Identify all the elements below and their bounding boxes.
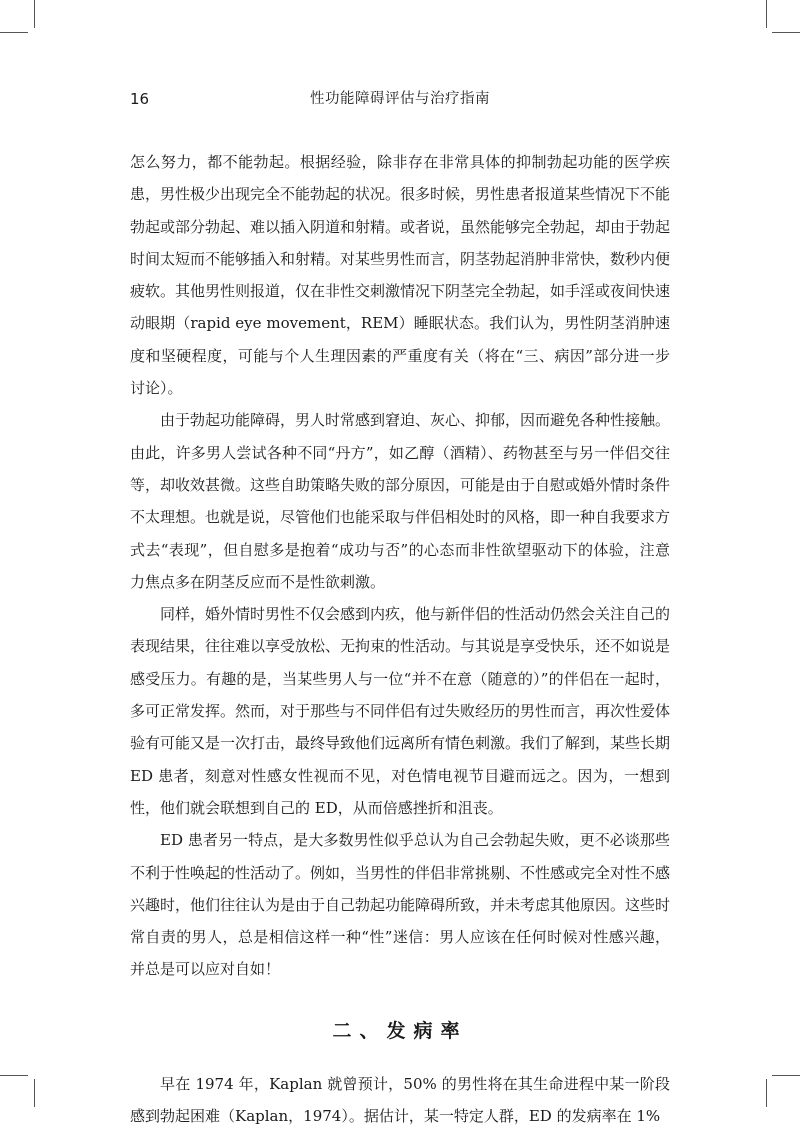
paragraph: 同样，婚外情时男性不仅会感到内疚，他与新伴侣的性活动仍然会关注自己的表现结果，往往难以享受放松、无拘束的性活动。与其说是享受快乐，还不如说是感受压力。有趣的是，当某些男人与一位“并不在意（随意的）”的伴侣在一起时，多可正常发挥。然而，对于那些与不同伴侣有过失败经历的男性而言，再次性爱体验有可能又是一次打击，最终导致他们远离所有情色刺激。我们了解到，某些长期 ED 患者，刻意对性感女性视而不见，对色情电视节目避而远之。因为，一想到性，他们就会联想到自己的 ED，从而倍感挫折和沮丧。 bbox=[130, 605, 671, 817]
paragraph: 早在 1974 年，Kaplan 就曾预计，50% 的男性将在其生命进程中某一阶段感到勃起困难（Kaplan，1974）。据估计，某一特定人群，ED 的发病率在 1% bbox=[130, 1074, 670, 1126]
crop-mark bbox=[772, 1075, 800, 1076]
crop-mark bbox=[34, 1079, 35, 1107]
crop-mark bbox=[34, 0, 35, 28]
crop-mark bbox=[766, 0, 767, 28]
page-header bbox=[130, 88, 670, 110]
paragraph: 由于勃起功能障碍，男人时常感到窘迫、灰心、抑郁，因而避免各种性接触。由此，许多男人尝试各种不同“丹方”，如乙醇（酒精）、药物甚至与另一伴侣交往等，却收效甚微。这些自助策略失败的部分原因，可能是由于自慰或婚外情时条件不太理想。也就是说，尽管他们也能采取与伴侣相处时的风格，即一种自我要求方式去“表现”，但自慰多是抱着“成功与否”的心态而非性欲望驱动下的体验，注意力焦点多在阴茎反应而不是性欲刺激。 bbox=[130, 411, 671, 591]
crop-mark bbox=[0, 1075, 28, 1076]
paragraph: ED 患者另一特点，是大多数男性似乎总认为自己会勃起失败，更不必谈那些不利于性唤起的性活动了。例如，当男性的伴侣非常挑剔、不性感或完全对性不感兴趣时，他们往往认为是由于自己勃起功能障碍所致，并未考虑其他原因。这些时常自责的男人，总是相信这样一种“性”迷信：男人应该在任何时候对性感兴趣，并总是可以应对自如！ bbox=[130, 831, 671, 979]
running-title: 性功能障碍评估与治疗指南 bbox=[310, 91, 490, 107]
body-text bbox=[130, 146, 670, 1132]
section-heading: 二、发病率 bbox=[332, 1019, 468, 1042]
paragraph: 怎么努力，都不能勃起。根据经验，除非存在非常具体的抑制勃起功能的医学疾患，男性极少出现完全不能勃起的状况。很多时候，男性患者报道某些情况下不能勃起或部分勃起、难以插入阴道和射精。或者说，虽然能够完全勃起，却由于勃起时间太短而不能够插入和射精。对某些男性而言，阴茎勃起消肿非常快，数秒内便疲软。其他男性则报道，仅在非性交刺激情况下阴茎完全勃起，如手淫或夜间快速动眼期（rapid eye movement，REM）睡眠状态。我们认为，男性阴茎消肿速度和坚硬程度，可能与个人生理因素的严重度有关（将在“三、病因”部分进一步讨论）。 bbox=[130, 153, 671, 398]
page-number: 16 bbox=[130, 90, 150, 108]
crop-mark bbox=[766, 1079, 767, 1107]
crop-mark bbox=[0, 32, 28, 33]
crop-mark bbox=[772, 32, 800, 33]
